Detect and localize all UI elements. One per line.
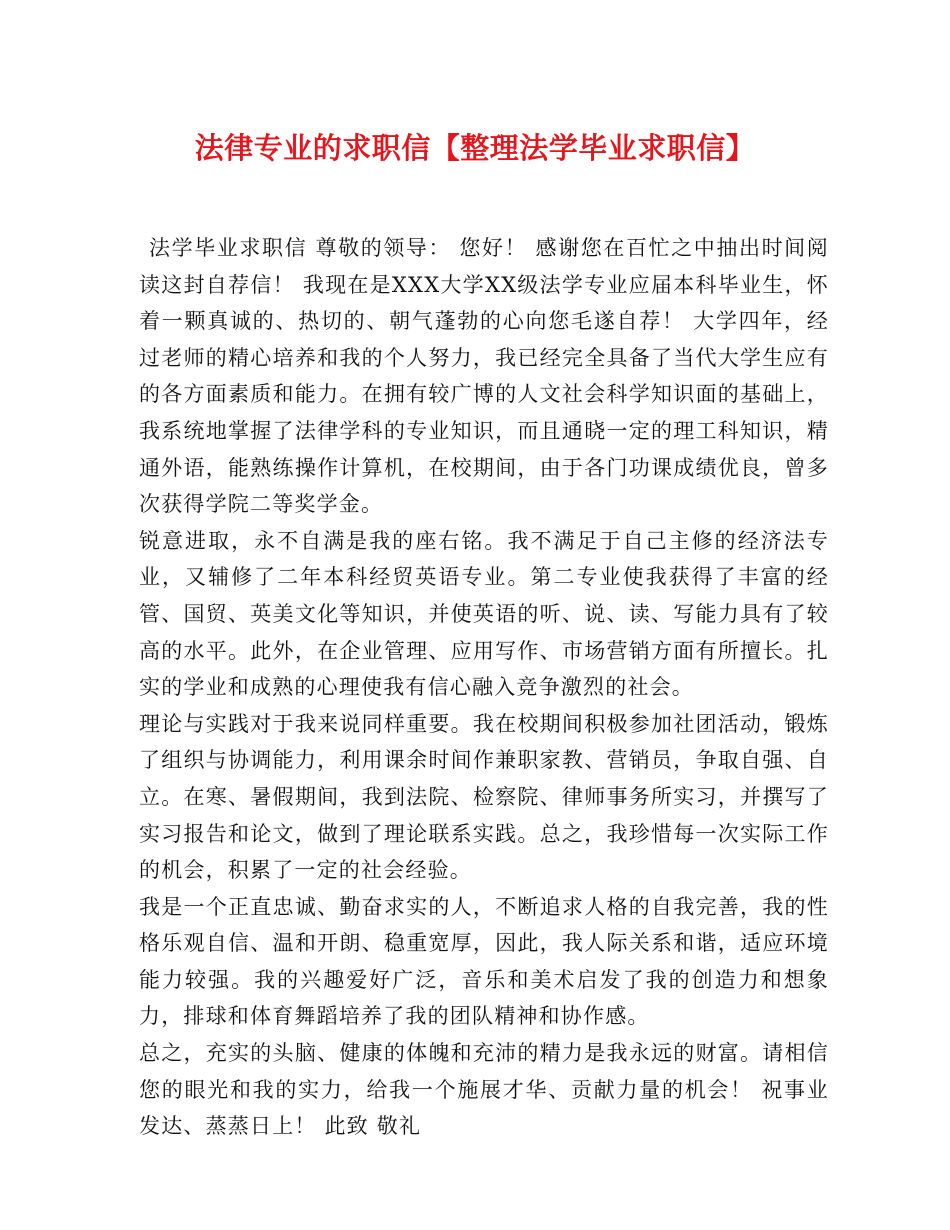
paragraph-3: 理论与实践对于我来说同样重要。我在校期间积极参加社团活动，锻炼了组织与协调能力，利用课余时间作兼职家教、营销员，争取自强、自立。在寒、暑假期间，我到法院、检察院、律师事务所实习，并撰写了实习报告和论文，做到了理论联系实践。总之，我珍惜每一次实际工作的机会，积累了一定的社会经验。 [139,711,829,883]
paragraph-2: 锐意进取，永不自满是我的座右铭。我不满足于自己主修的经济法专业，又辅修了二年本科经贸英语专业。第二专业使我获得了丰富的经管、国贸、英美文化等知识，并使英语的听、说、读、写能力具有了较高的水平。此外，在企业管理、应用写作、市场营销方面有所擅长。扎实的学业和成熟的心理使我有信心融入竞争激烈的社会。 [139,528,829,700]
letter-body [139,230,829,1145]
paragraph-5: 总之，充实的头脑、健康的体魄和充沛的精力是我永远的财富。请相信您的眼光和我的实力，给我一个施展才华、贡献力量的机会！ 祝事业发达、蒸蒸日上！ 此致 敬礼 [139,1041,829,1139]
paragraph-1: 法学毕业求职信 尊敬的领导： 您好！ 感谢您在百忙之中抽出时间阅读这封自荐信！ 我现在是XXX大学XX级法学专业应届本科毕业生，怀着一颗真诚的、热切的、朝气蓬勃的心向您毛遂自荐！ 大学四年，经过老师的精心培养和我的个人努力，我已经完全具备了当代大学生应有的各方面素质和能力。在拥有较广博的人文社会科学知识面的基础上，我系统地掌握了法律学科的专业知识，而且通晓一定的理工科知识，精通外语，能熟练操作计算机，在校期间，由于各门功课成绩优良，曾多次获得学院二等奖学金。 [139,236,829,517]
paragraph-4: 我是一个正直忠诚、勤奋求实的人，不断追求人格的自我完善，我的性格乐观自信、温和开朗、稳重宽厚，因此，我人际关系和谐，适应环境能力较强。我的兴趣爱好广泛，音乐和美术启发了我的创造力和想象力，排球和体育舞蹈培养了我的团队精神和协作感。 [139,894,829,1029]
page-title: 法律专业的求职信【整理法学毕业求职信】 [194,131,756,165]
